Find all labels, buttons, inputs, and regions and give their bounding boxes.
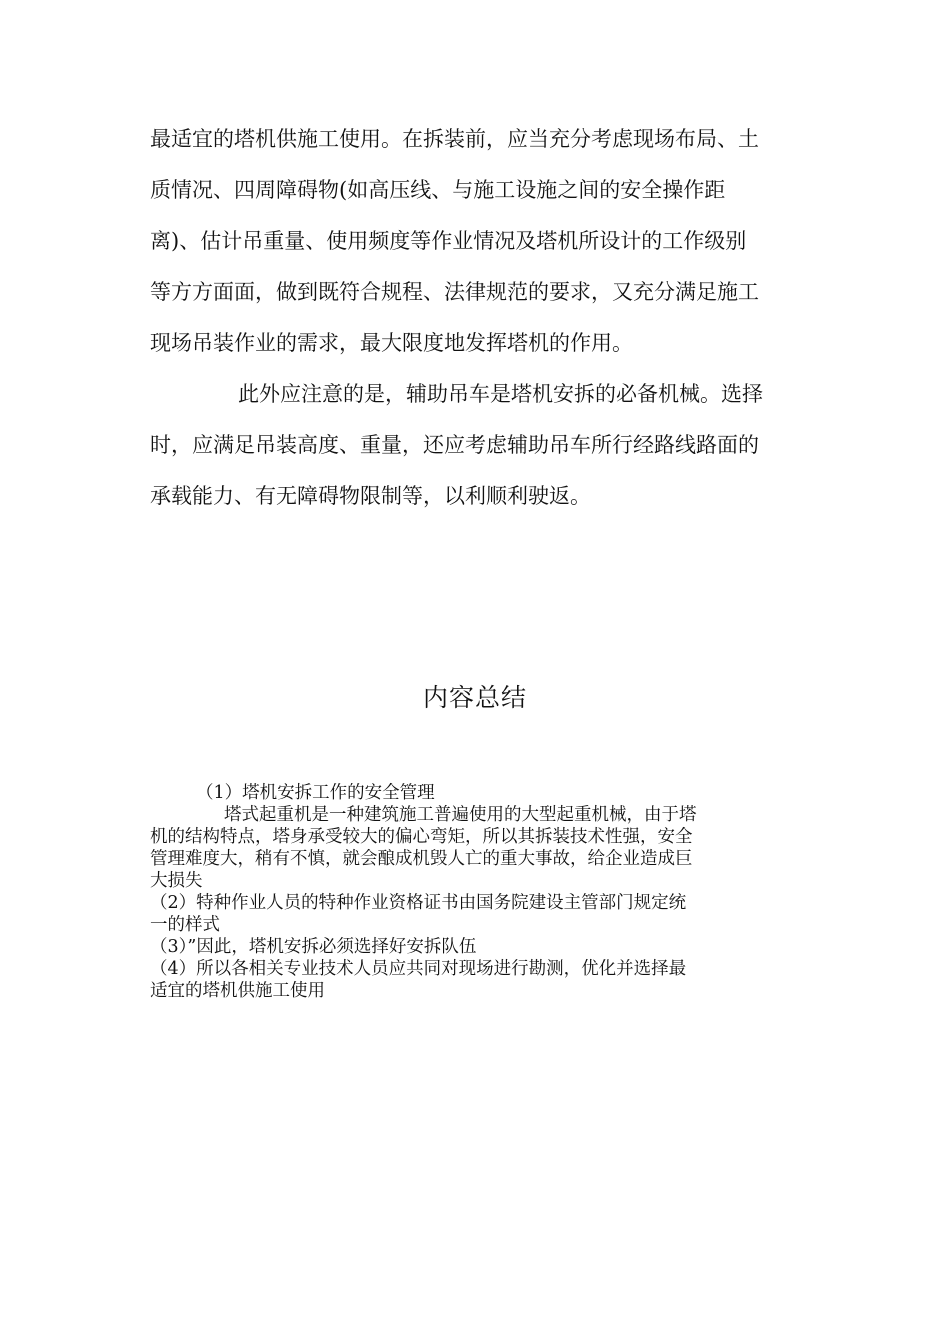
summary-title: 内容总结 [422, 683, 527, 712]
summary-line: 大损失 [150, 871, 203, 891]
summary-line: （4）所以各相关专业技术人员应共同对现场进行勘测，优化并选择最 [150, 959, 687, 979]
body-line: 承载能力、有无障碍物限制等，以利顺利驶返。 [150, 484, 591, 508]
body-line: 最适宜的塔机供施工使用。在拆装前，应当充分考虑现场布局、土 [150, 127, 759, 151]
summary-line: 一的样式 [150, 915, 220, 935]
body-line: 此外应注意的是，辅助吊车是塔机安拆的必备机械。选择 [238, 382, 763, 406]
summary-line: （3）”因此，塔机安拆必须选择好安拆队伍 [150, 937, 477, 957]
summary-line: 塔式起重机是一种建筑施工普遍使用的大型起重机械，由于塔 [224, 805, 697, 825]
summary-block [150, 782, 800, 1002]
body-line: 离)、估计吊重量、使用频度等作业情况及塔机所设计的工作级别 [150, 229, 747, 253]
body-line: 现场吊装作业的需求，最大限度地发挥塔机的作用。 [150, 331, 633, 355]
body-line: 质情况、四周障碍物(如高压线、与施工设施之间的安全操作距 [150, 178, 726, 202]
summary-line: （2）特种作业人员的特种作业资格证书由国务院建设主管部门规定统 [150, 893, 687, 913]
summary-line: 管理难度大，稍有不慎，就会酿成机毁人亡的重大事故，给企业造成巨 [150, 849, 693, 869]
body-line: 时，应满足吊装高度、重量，还应考虑辅助吊车所行经路线路面的 [150, 433, 759, 457]
summary-line: 机的结构特点，塔身承受较大的偏心弯矩，所以其拆装技术性强，安全 [150, 827, 693, 847]
summary-line: 适宜的塔机供施工使用 [150, 981, 325, 1001]
body-text [150, 114, 800, 522]
body-line: 等方方面面，做到既符合规程、法律规范的要求，又充分满足施工 [150, 280, 759, 304]
summary-line: （1）塔机安拆工作的安全管理 [196, 783, 435, 803]
